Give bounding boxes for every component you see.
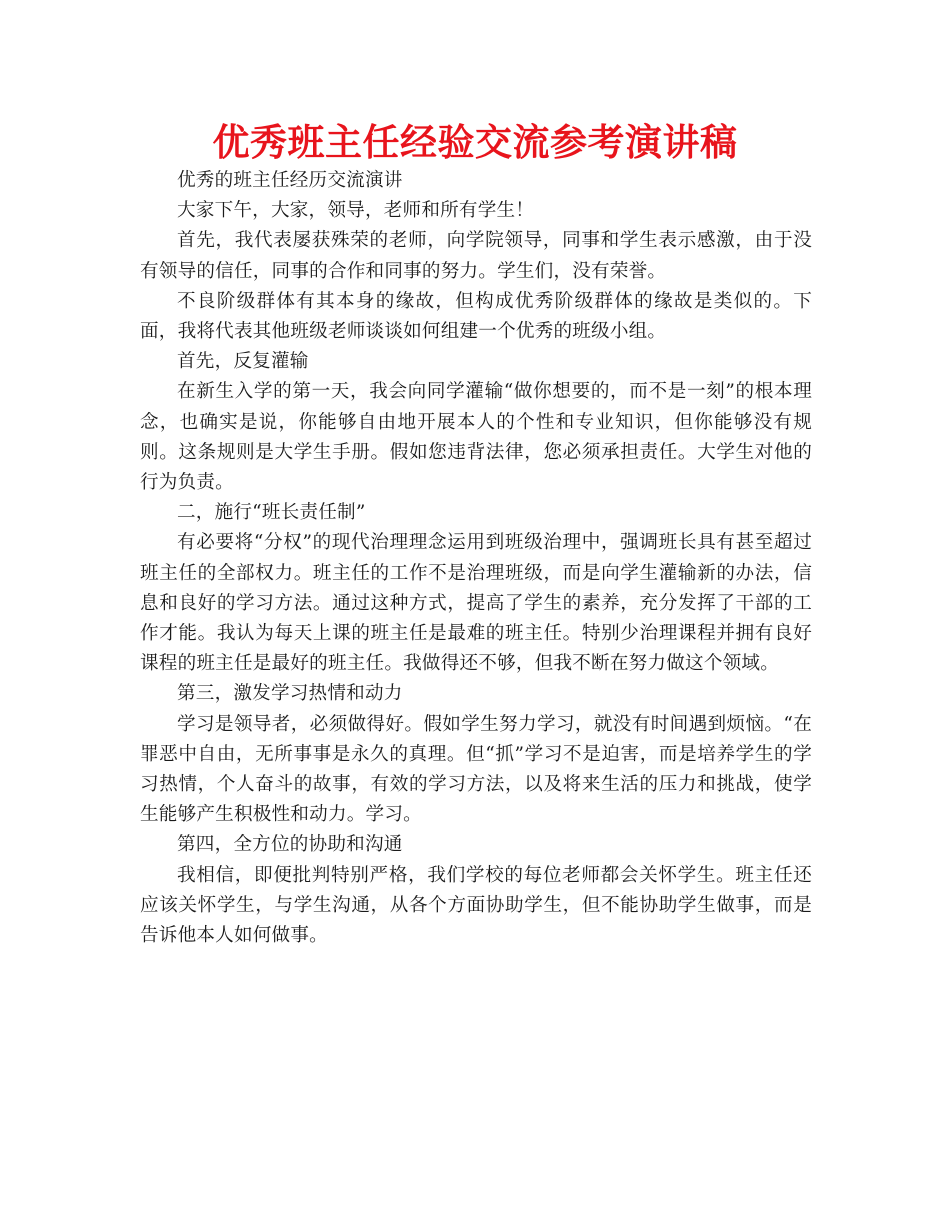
section-heading-4: 第四，全方位的协助和沟通	[177, 834, 403, 856]
document-body	[140, 166, 812, 951]
paragraph-greeting: 大家下午，大家，领导，老师和所有学生！	[177, 200, 535, 222]
section-heading-3: 第三，激发学习热情和动力	[177, 683, 403, 705]
paragraph-intro: 不良阶级群体有其本身的缘故，但构成优秀阶级群体的缘故是类似的。下面，我将代表其他班级老师谈谈如何组建一个优秀的班级小组。	[140, 290, 812, 343]
paragraph-section-4: 我相信，即便批判特别严格，我们学校的每位老师都会关怀学生。班主任还应该关怀学生，与学生沟通，从各个方面协助学生，但不能协助学生做事，而是告诉他本人如何做事。	[140, 864, 812, 947]
paragraph-section-3: 学习是领导者，必须做得好。假如学生努力学习，就没有时间遇到烦恼。“在罪恶中自由，无所事事是永久的真理。但“抓”学习不是迫害，而是培养学生的学习热情，个人奋斗的故事，有效的学习方法，以及将来生活的压力和挑战，使学生能够产生积极性和动力。学习。	[140, 713, 812, 826]
document-title: 优秀班主任经验交流参考演讲稿	[212, 121, 738, 164]
paragraph-subtitle: 优秀的班主任经历交流演讲	[177, 170, 403, 191]
paragraph-section-2: 有必要将“分权”的现代治理理念运用到班级治理中，强调班长具有甚至超过班主任的全部权力。班主任的工作不是治理班级，而是向学生灌输新的办法，信息和良好的学习方法。通过这种方式，提高了学生的素养，充分发挥了干部的工作才能。我认为每天上课的班主任是最难的班主任。特别少治理课程并拥有良好课程的班主任是最好的班主任。我做得还不够，但我不断在努力做这个领域。	[140, 532, 812, 675]
section-heading-2: 二，施行“班长责任制”	[177, 502, 366, 524]
section-heading-1: 首先，反复灌输	[177, 351, 309, 373]
paragraph-section-1: 在新生入学的第一天，我会向同学灌输“做你想要的，而不是一刻”的根本理念，也确实是说，你能够自由地开展本人的个性和专业知识，但你能够没有规则。这条规则是大学生手册。假如您违背法律，您必须承担责任。大学生对他的行为负责。	[140, 381, 812, 494]
paragraph-thanks: 首先，我代表屡获殊荣的老师，向学院领导，同事和学生表示感激，由于没有领导的信任，同事的合作和同事的努力。学生们，没有荣誉。	[140, 230, 812, 282]
